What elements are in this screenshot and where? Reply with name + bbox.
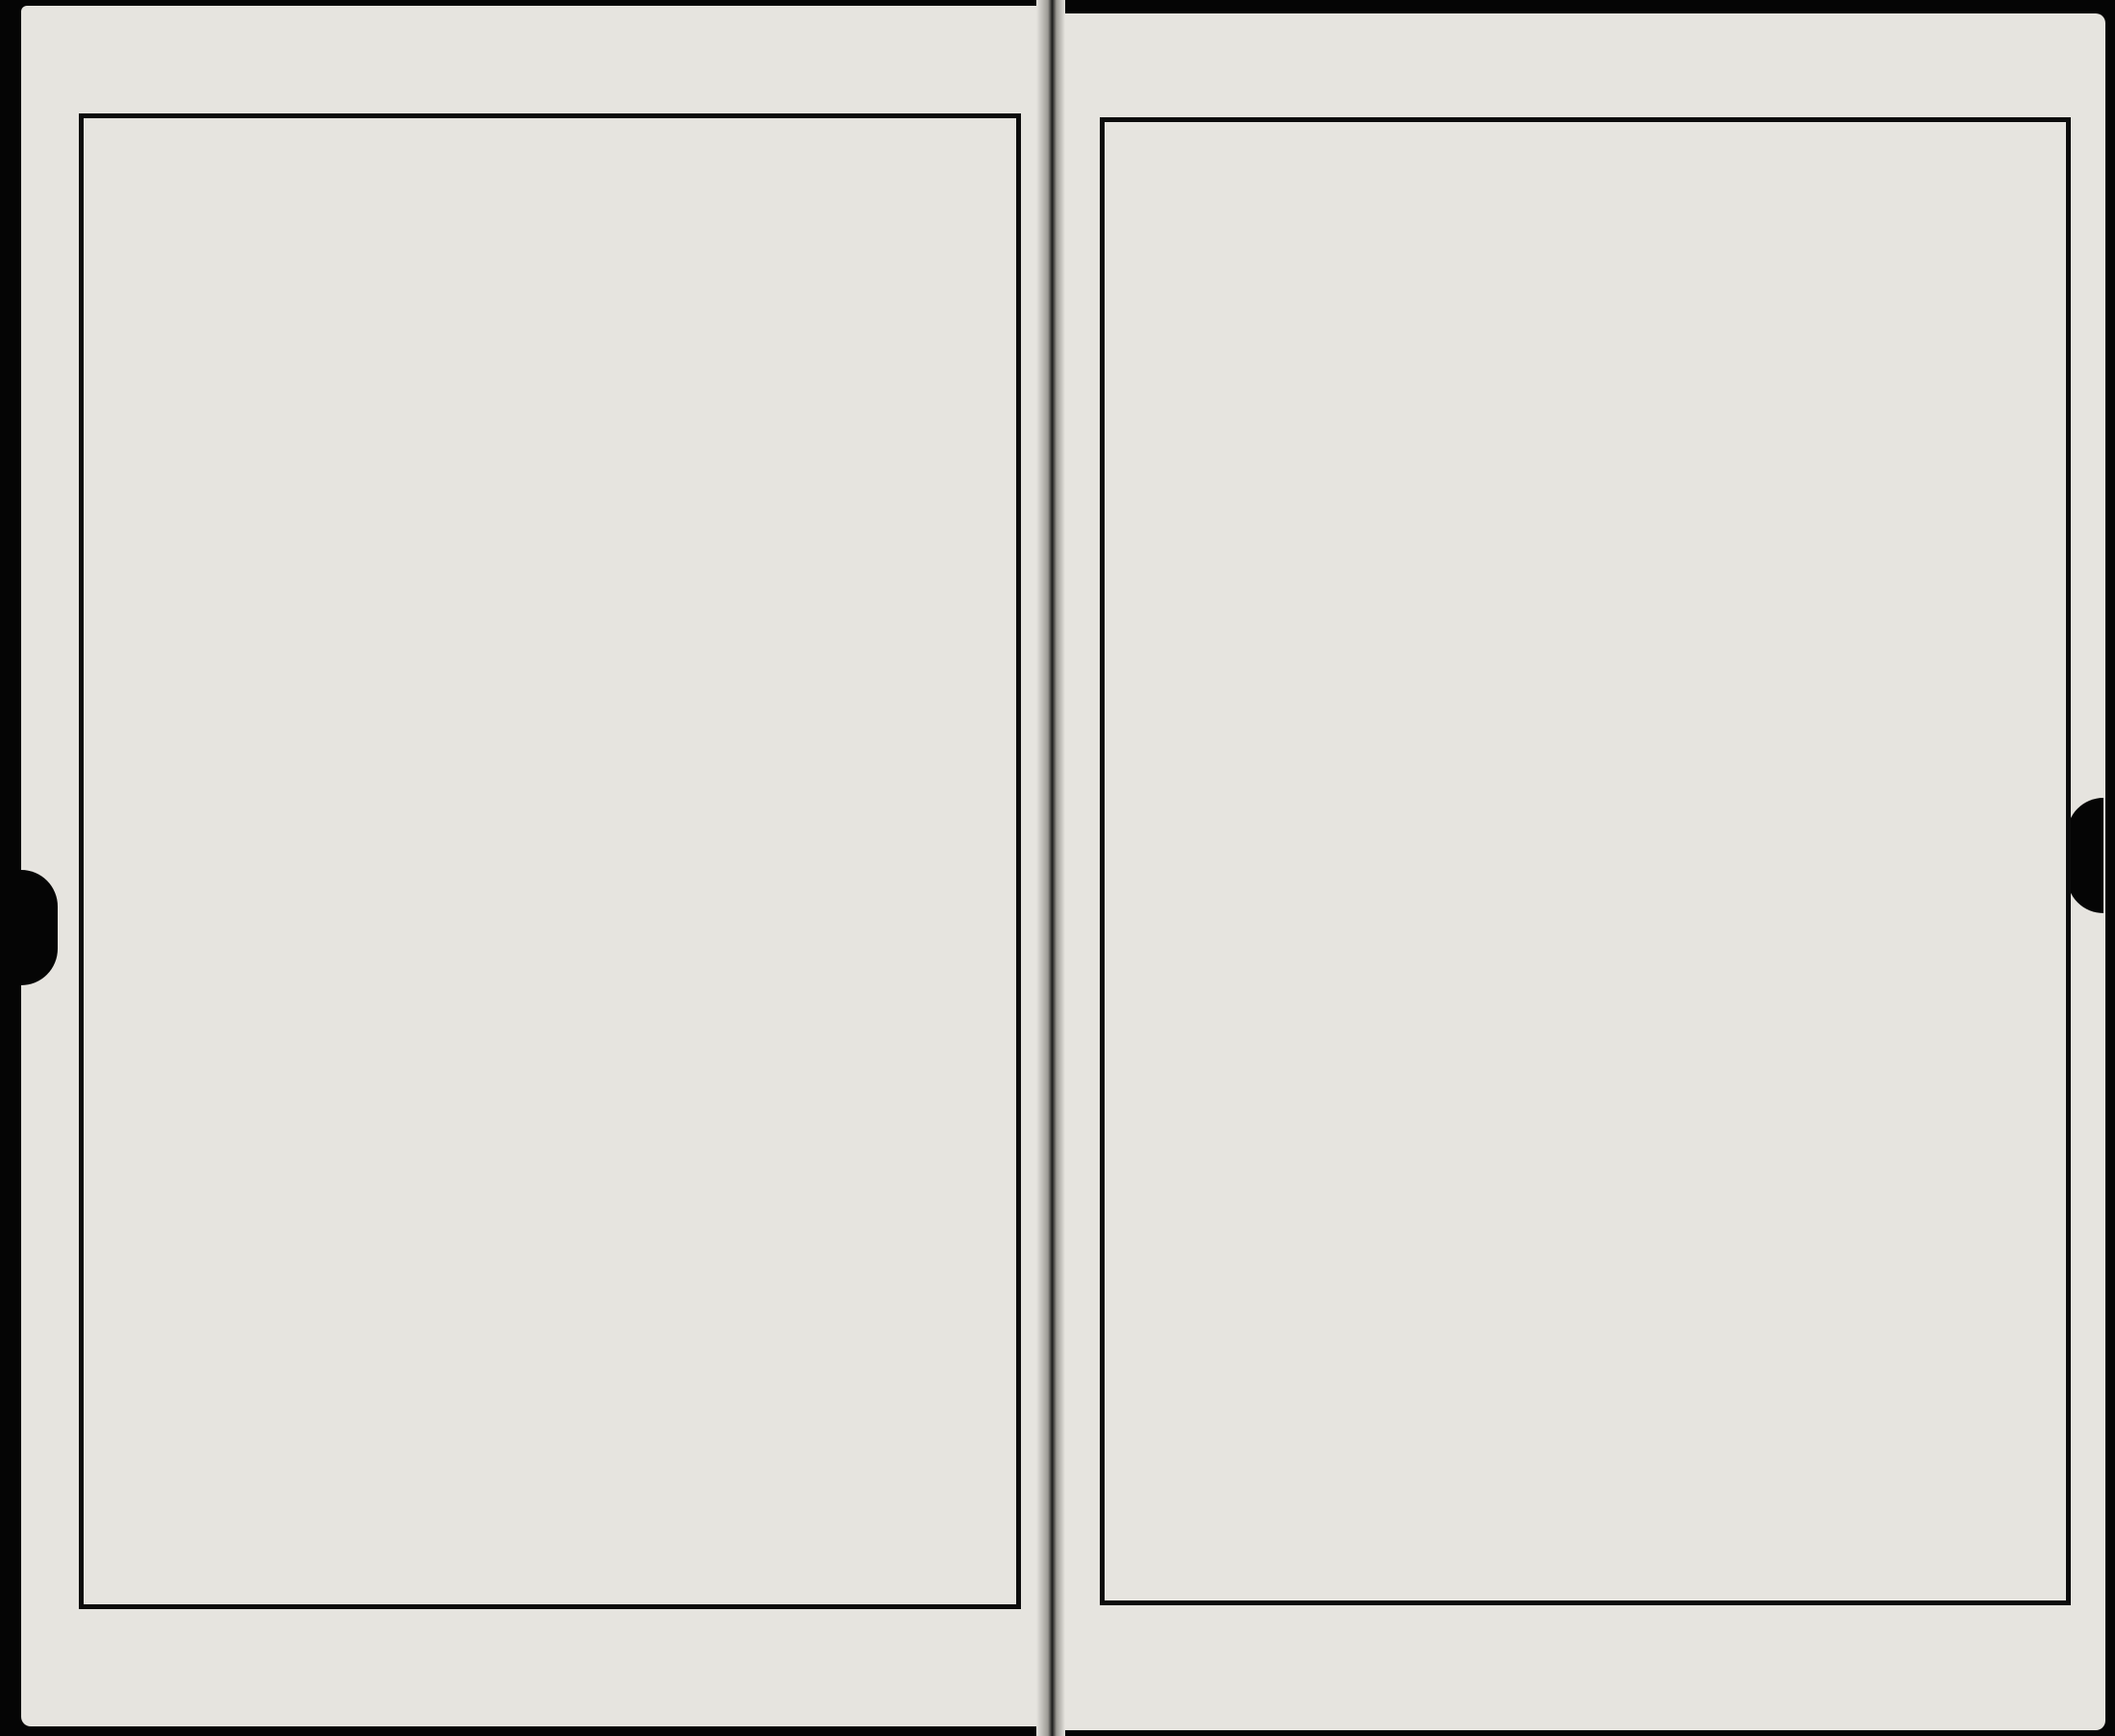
right-page-notch [2067,798,2103,913]
right-register-table [1100,117,2071,1605]
left-register-table [79,113,1021,1609]
book-gutter [1036,0,1065,1736]
left-page-notch [21,870,58,985]
